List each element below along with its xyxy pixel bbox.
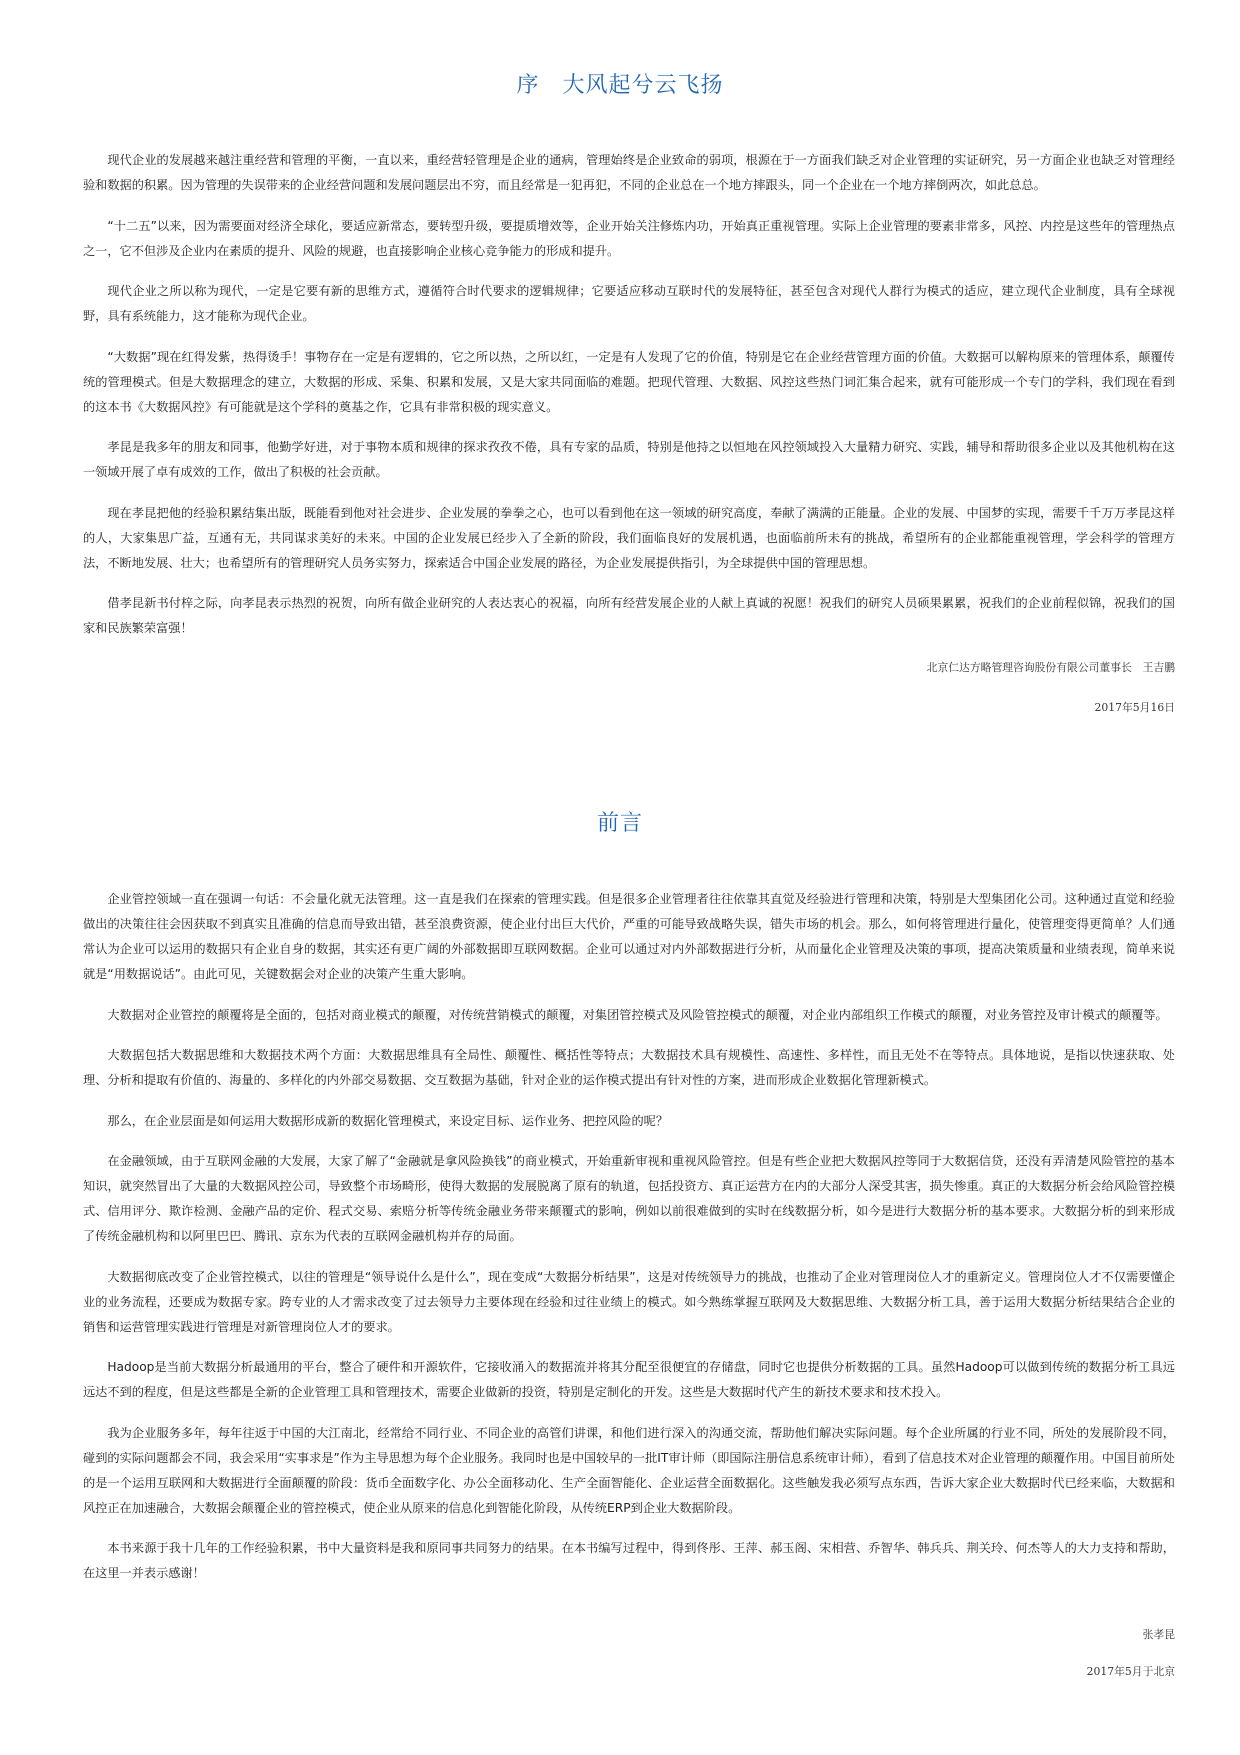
paragraph: 大数据包括大数据思维和大数据技术两个方面：大数据思维具有全局性、颠覆性、概括性等特点；大数据技术具有规模性、高速性、多样性，而且无处不在等特点。具体地说，是指以快速获取、处理、分析和提取有价值的、海量的、多样化的内外部交易数据、交互数据为基础，针对企业的运作模式提出有针对性的方案，进而形成企业数据化管理新模式。: [83, 1048, 1175, 1087]
paragraph: 现代企业之所以称为现代，一定是它要有新的思维方式，遵循符合时代要求的逻辑规律；它要适应移动互联时代的发展特征，甚至包含对现代人群行为模式的适应，建立现代企业制度，具有全球视野，具有系统能力，这才能称为现代企业。: [83, 284, 1175, 323]
foreword-date: 2017年5月于北京: [1086, 1665, 1175, 1678]
paragraph: “大数据”现在红得发紫，热得烫手！事物存在一定是有逻辑的，它之所以热，之所以红，一定是有人发现了它的价值，特别是它在企业经营管理方面的价值。大数据可以解构原来的管理体系，颠覆传统的管理模式。但是大数据理念的建立，大数据的形成、采集、积累和发展，又是大家共同面临的难题。把现代管理、大数据、风控这些热门词汇集合起来，就有可能形成一个专门的学科，我们现在看到的这本书《大数据风控》有可能就是这个学科的奠基之作，它具有非常积极的现实意义。: [83, 349, 1175, 414]
preface-date: 2017年5月16日: [1094, 701, 1175, 714]
preface-signature: 北京仁达方略管理咨询股份有限公司董事长 王吉鹏: [926, 661, 1175, 674]
paragraph: 借孝昆新书付梓之际，向孝昆表示热烈的祝贺，向所有做企业研究的人表达衷心的祝福，向所有经营发展企业的人献上真诚的祝愿！祝我们的研究人员硕果累累，祝我们的企业前程似锦，祝我们的国家和民族繁荣富强！: [83, 596, 1175, 635]
paragraph: 现在孝昆把他的经验积累结集出版，既能看到他对社会进步、企业发展的拳拳之心，也可以看到他在这一领域的研究高度，奉献了满满的正能量。企业的发展、中国梦的实现，需要千千万万孝昆这样的人，大家集思广益，互通有无，共同谋求美好的未来。中国的企业发展已经步入了全新的阶段，我们面临良好的发展机遇，也面临前所未有的挑战，希望所有的企业都能重视管理，学会科学的管理方法，不断地发展、壮大；也希望所有的管理研究人员务实努力，探索适合中国企业发展的路径，为企业发展提供指引，为全球提供中国的管理思想。: [83, 505, 1175, 570]
paragraph: 在金融领域，由于互联网金融的大发展，大家了解了“金融就是拿风险换钱”的商业模式，开始重新审视和重视风险管控。但是有些企业把大数据风控等同于大数据信贷，还没有弄清楚风险管控的基本知识，就突然冒出了大量的大数据风控公司，导致整个市场畸形，使得大数据的发展脱离了原有的轨道，包括投资方、真正运营方在内的大部分人深受其害，损失惨重。真正的大数据分析会给风险管控模式、信用评分、欺诈检测、金融产品的定价、程式交易、索赔分析等传统金融业务带来颠覆式的影响，例如以前很难做到的实时在线数据分析，如今是进行大数据分析的基本要求。大数据分析的到来形成了传统金融机构和以阿里巴巴、腾讯、京东为代表的互联网金融机构并存的局面。: [83, 1154, 1175, 1243]
paragraph: Hadoop是当前大数据分析最通用的平台，整合了硬件和开源软件，它接收涌入的数据流并将其分配至很便宜的存储盘，同时它也提供分析数据的工具。虽然Hadoop可以做到传统的数据分析工具远远达不到的程度，但是这些都是全新的企业管理工具和管理技术，需要企业做新的投资，特别是定制化的开发。这些是大数据时代产生的新技术要求和技术投入。: [83, 1360, 1175, 1399]
foreword-title: 前言: [596, 811, 643, 836]
paragraph: 我为企业服务多年，每年往返于中国的大江南北，经常给不同行业、不同企业的高管们讲课，和他们进行深入的沟通交流，帮助他们解决实际问题。每个企业所属的行业不同，所处的发展阶段不同，碰到的实际问题都会不同，我会采用“实事求是”作为主导思想为每个企业服务。我同时也是中国较早的一批IT审计师（即国际注册信息系统审计师），看到了信息技术对企业管理的颠覆作用。中国目前所处的是一个运用互联网和大数据进行全面颠覆的阶段：货币全面数字化、办公全面移动化、生产全面智能化、企业运营全面数据化。这些触发我必须写点东西，告诉大家企业大数据时代已经来临，大数据和风控正在加速融合，大数据会颠覆企业的管控模式，使企业从原来的信息化到智能化阶段，从传统ERP到企业大数据阶段。: [83, 1425, 1175, 1515]
paragraph: 大数据彻底改变了企业管控模式，以往的管理是“领导说什么是什么”，现在变成“大数据分析结果”，这是对传统领导力的挑战，也推动了企业对管理岗位人才的重新定义。管理岗位人才不仅需要懂企业的业务流程，还要成为数据专家。跨专业的人才需求改变了过去领导力主要体现在经验和过往业绩上的模式。如今熟练掌握互联网及大数据思维、大数据分析工具，善于运用大数据分析结果结合企业的销售和运营管理实践进行管理是对新管理岗位人才的要求。: [83, 1269, 1175, 1334]
paragraph: 现代企业的发展越来越注重经营和管理的平衡，一直以来，重经营轻管理是企业的通病，管理始终是企业致命的弱项，根源在于一方面我们缺乏对企业管理的实证研究，另一方面企业也缺乏对管理经验和数据的积累。因为管理的失误带来的企业经营问题和发展问题层出不穷，而且经常是一犯再犯，不同的企业总在一个地方摔跟头，同一个企业在一个地方摔倒两次，如此总总。: [83, 153, 1175, 192]
paragraph: 大数据对企业管控的颠覆将是全面的，包括对商业模式的颠覆，对传统营销模式的颠覆，对集团管控模式及风险管控模式的颠覆，对企业内部组织工作模式的颠覆，对业务管控及审计模式的颠覆等。: [107, 1007, 1168, 1022]
paragraph: 那么，在企业层面是如何运用大数据形成新的数据化管理模式，来设定目标、运作业务、把控风险的呢？: [107, 1113, 669, 1128]
preface-title: 序 大风起兮云飞扬: [516, 73, 724, 98]
paragraph: 孝昆是我多年的朋友和同事，他勤学好进，对于事物本质和规律的探求孜孜不倦，具有专家的品质，特别是他持之以恒地在风控领域投入大量精力研究、实践，辅导和帮助很多企业以及其他机构在这一领域开展了卓有成效的工作，做出了积极的社会贡献。: [83, 440, 1175, 479]
foreword-signature: 张孝昆: [1142, 1628, 1175, 1641]
paragraph: “十二五”以来，因为需要面对经济全球化，要适应新常态，要转型升级，要提质增效等，企业开始关注修炼内功，开始真正重视管理。实际上企业管理的要素非常多，风控、内控是这些年的管理热点之一，它不但涉及企业内在素质的提升、风险的规避，也直接影响企业核心竞争能力的形成和提升。: [83, 218, 1175, 258]
paragraph: 本书来源于我十几年的工作经验积累，书中大量资料是我和原同事共同努力的结果。在本书编写过程中，得到佟彤、王萍、郝玉阁、宋相营、乔智华、韩兵兵、荆关玲、何杰等人的大力支持和帮助，在这里一并表示感谢！: [83, 1541, 1175, 1580]
paragraph: 企业管控领域一直在强调一句话：不会量化就无法管理。这一直是我们在探索的管理实践。但是很多企业管理者往往依靠其直觉及经验进行管理和决策，特别是大型集团化公司。这种通过直觉和经验做出的决策往往会因获取不到真实且准确的信息而导致出错，甚至浪费资源，使企业付出巨大代价，严重的可能导致战略失误，错失市场的机会。那么，如何将管理进行量化，使管理变得更简单？人们通常认为企业可以运用的数据只有企业自身的数据，其实还有更广阔的外部数据即互联网数据。企业可以通过对内外部数据进行分析，从而量化企业管理及决策的事项，提高决策质量和业绩表现，简单来说就是“用数据说话”。由此可见，关键数据会对企业的决策产生重大影响。: [83, 892, 1175, 981]
foreword-body: [83, 887, 1175, 1602]
preface-body: [83, 148, 1175, 657]
